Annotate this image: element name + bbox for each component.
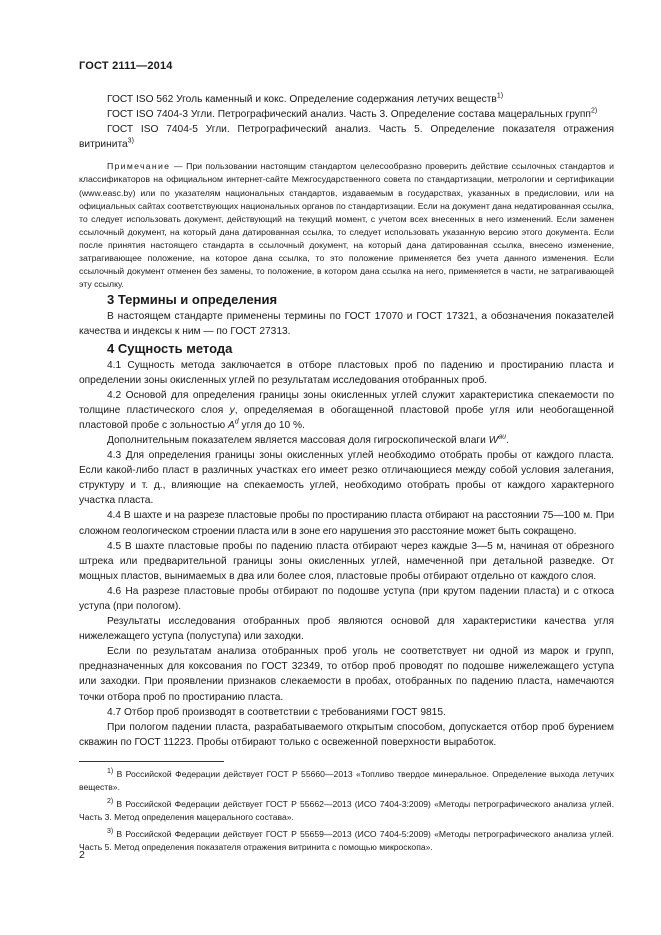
footnote-divider	[79, 761, 224, 762]
document-header: ГОСТ 2111—2014	[79, 60, 173, 72]
page-number: 2	[79, 849, 85, 861]
reference-item: ГОСТ ISO 7404-5 Угли. Петрографический анализ. Часть 5. Определение показателя отражения витринита$^{3)}$	[79, 124, 614, 151]
note-block	[79, 160, 614, 291]
clause-4-6: 4.6 На разрезе пластовые пробы отбирают по подошве уступа (при крутом падении пласта) и с откоса уступа (при пологом).	[79, 585, 614, 612]
clause-4-1: 4.1 Сущность метода заключается в отборе пластовых проб по падению и простиранию пласта и определении зоны окисленных углей по результатам исследования отобранных проб.	[79, 359, 614, 386]
clause-4-2-extra: Дополнительным показателем является массовая доля гигроскопической влаги $W^{aи}$.	[107, 433, 509, 446]
reference-item: ГОСТ ISO 562 Уголь каменный и кокс. Определение содержания летучих веществ$^{1)}$	[107, 92, 504, 105]
clause-4-6-b: Результаты исследования отобранных проб являются основой для характеристики качества угля нижележащего уступа (полуступа) или заходки.	[79, 616, 614, 643]
clause-4-5: 4.5 В шахте пластовые пробы по падению пласта отбирают через каждые 3—5 м, начиная от обрезного штрека или предварительной границы зоны окисленных углей, намеченной при детальной разведке. От мощных пластов, вынимаемых в два или более слоя, пластовые пробы отбирают отдельно от каждого слоя.	[79, 540, 614, 582]
clause-4-3: 4.3 Для определения границы зоны окисленных углей необходимо отобрать пробы от каждого пласта. Если какой-либо пласт в различных участках его имеет резко отличающиеся между собой условия залегания, структуру и т. д., влияющие на спекаемость углей, необходимо отобрать пробы от каждого характерного участка пласта.	[79, 450, 614, 507]
section-3-title: 3 Термины и определения	[107, 292, 278, 308]
clause-4-4: 4.4 В шахте и на разрезе пластовые пробы по простиранию пласта отбирают на расстоянии 75—100 м. При сложном геологическом строении пласта или в зоне его нарушения это расстояние может быть сокращено.	[79, 510, 614, 537]
footnotes	[79, 768, 614, 855]
note-label: Примечание	[107, 161, 171, 172]
footnote-marker[interactable]: 2)	[590, 107, 598, 115]
note-text: — При пользовании настоящим стандартом целесообразно проверить действие ссылочных стандартов и классификаторов на официальном интернет-сайте Межгосударственного совета по стандартизации, метрологии и сертификации (www.easc.by) или по указателям национальных стандартов, издаваемым в государствах, указанных в предисловии, или на официальных сайтах соответствующих национальных органов по стандартизации. Если на документ дана недатированная ссылка, то следует использовать документ, действующий на текущий момент, с учетом всех внесенных в него изменений. Если заменен ссылочный документ, на который дана датированная ссылка, то следует использовать указанную версию этого документа. Если после принятия настоящего стандарта в ссылочный документ, на который дана датированная ссылка, внесено изменение, затрагивающее положение, на которое дана ссылка, то это положение применяется без учета данного изменения. Если ссылочный документ отменен без замены, то положение, в котором дана ссылка на него, применяется в части, не затрагивающей эту ссылку.	[79, 161, 614, 290]
footnote-marker[interactable]: 1)	[496, 92, 504, 100]
footnote-item: $^{3)}$ В Российской Федерации действует ГОСТ Р 55659—2013 (ИСО 7404-5:2009) «Методы петрографического анализа углей. Часть 5. Метод определения показателя отражения витринита с помощью микроскопа».	[79, 828, 614, 853]
section-4-title: 4 Сущность метода	[107, 340, 233, 356]
clause-4-7-b: При пологом падении пласта, разрабатываемого открытым способом, допускается отбор проб бурением скважин по ГОСТ 11223. Пробы отбирают только с освеженной поверхности выработок.	[79, 721, 614, 748]
footnote-marker[interactable]: 3)	[127, 137, 134, 145]
footnote-item: $^{1)}$ В Российской Федерации действует ГОСТ Р 55660—2013 «Топливо твердое минеральное. Определение выхода летучих веществ».	[79, 768, 614, 793]
footnote-item: $^{2)}$ В Российской Федерации действует ГОСТ Р 55662—2013 (ИСО 7404-3:2009) «Методы петрографического анализа углей. Часть 3. Метод определения мацерального состава».	[79, 798, 614, 823]
page-content	[79, 92, 614, 859]
clause-4-7: 4.7 Отбор проб производят в соответствии с требованиями ГОСТ 9815.	[107, 706, 446, 718]
section-3-paragraph: В настоящем стандарте применены термины по ГОСТ 17070 и ГОСТ 17321, а обозначения показателей качества и индексы к ним — по ГОСТ 27313.	[79, 311, 614, 338]
normative-references	[79, 92, 614, 152]
clause-4-2: 4.2 Основой для определения границы зоны окисленных углей служит характеристика спекаемости по толщине пластического слоя у, определяемая в обогащенной пластовой пробе угля или необогащенной пластовой пробе с зольностью $A^d$ угля до 10 %.	[79, 389, 615, 431]
reference-item: ГОСТ ISO 7404-3 Угли. Петрографический анализ. Часть 3. Определение состава мацеральных групп$^{2)}$	[107, 107, 598, 121]
clause-4-6-c: Если по результатам анализа отобранных проб уголь не соответствует ни одной из марок и групп, предназначенных для коксования по ГОСТ 32349, то отбор проб проводят по подошве нижележащего уступа или заходки. При проявлении признаков слекаемости в пробах, отобранных по падению пласта, намечаются точки отбора проб по простиранию пласта.	[79, 646, 614, 703]
